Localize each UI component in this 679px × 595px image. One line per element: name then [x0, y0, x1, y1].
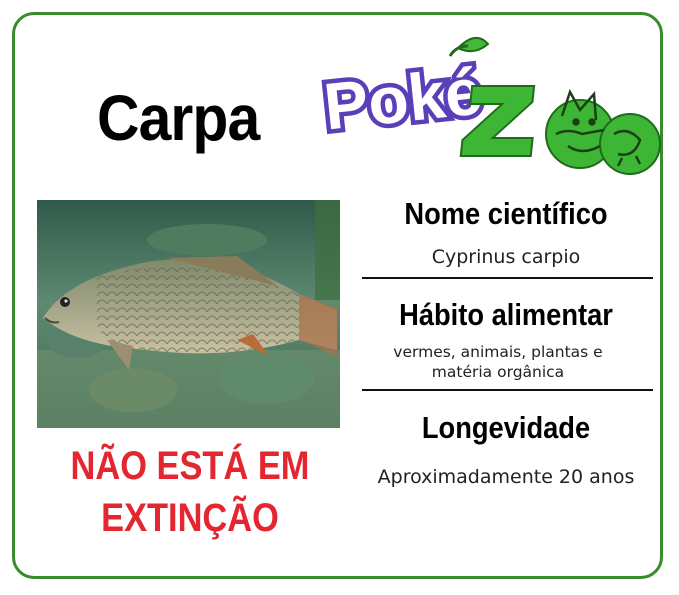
- status-line-1: NÃO ESTÁ EM: [70, 444, 310, 488]
- longevity-value: Aproximadamente 20 anos: [377, 466, 635, 488]
- scientific-name-value: Cyprinus carpio: [431, 246, 581, 268]
- divider-1: [362, 277, 653, 279]
- leaf-icon: [450, 38, 488, 56]
- logo-zoo-text: ZOO: [463, 170, 466, 171]
- diet-value-line-1: vermes, animais, plantas e: [393, 343, 603, 361]
- conservation-status: [61, 440, 319, 544]
- scientific-name-heading: Nome científico: [404, 196, 608, 231]
- longevity-heading: Longevidade: [421, 410, 591, 445]
- species-photo: [37, 200, 340, 428]
- diet-heading: Hábito alimentar: [399, 297, 613, 332]
- logo-poke-text: Poké: [320, 53, 486, 144]
- status-line-2: EXTINÇÃO: [101, 496, 279, 540]
- species-name: Carpa: [97, 82, 260, 154]
- divider-2: [362, 389, 653, 391]
- diet-value-line-2: matéria orgânica: [431, 363, 565, 381]
- pokezoo-logo: [318, 30, 663, 178]
